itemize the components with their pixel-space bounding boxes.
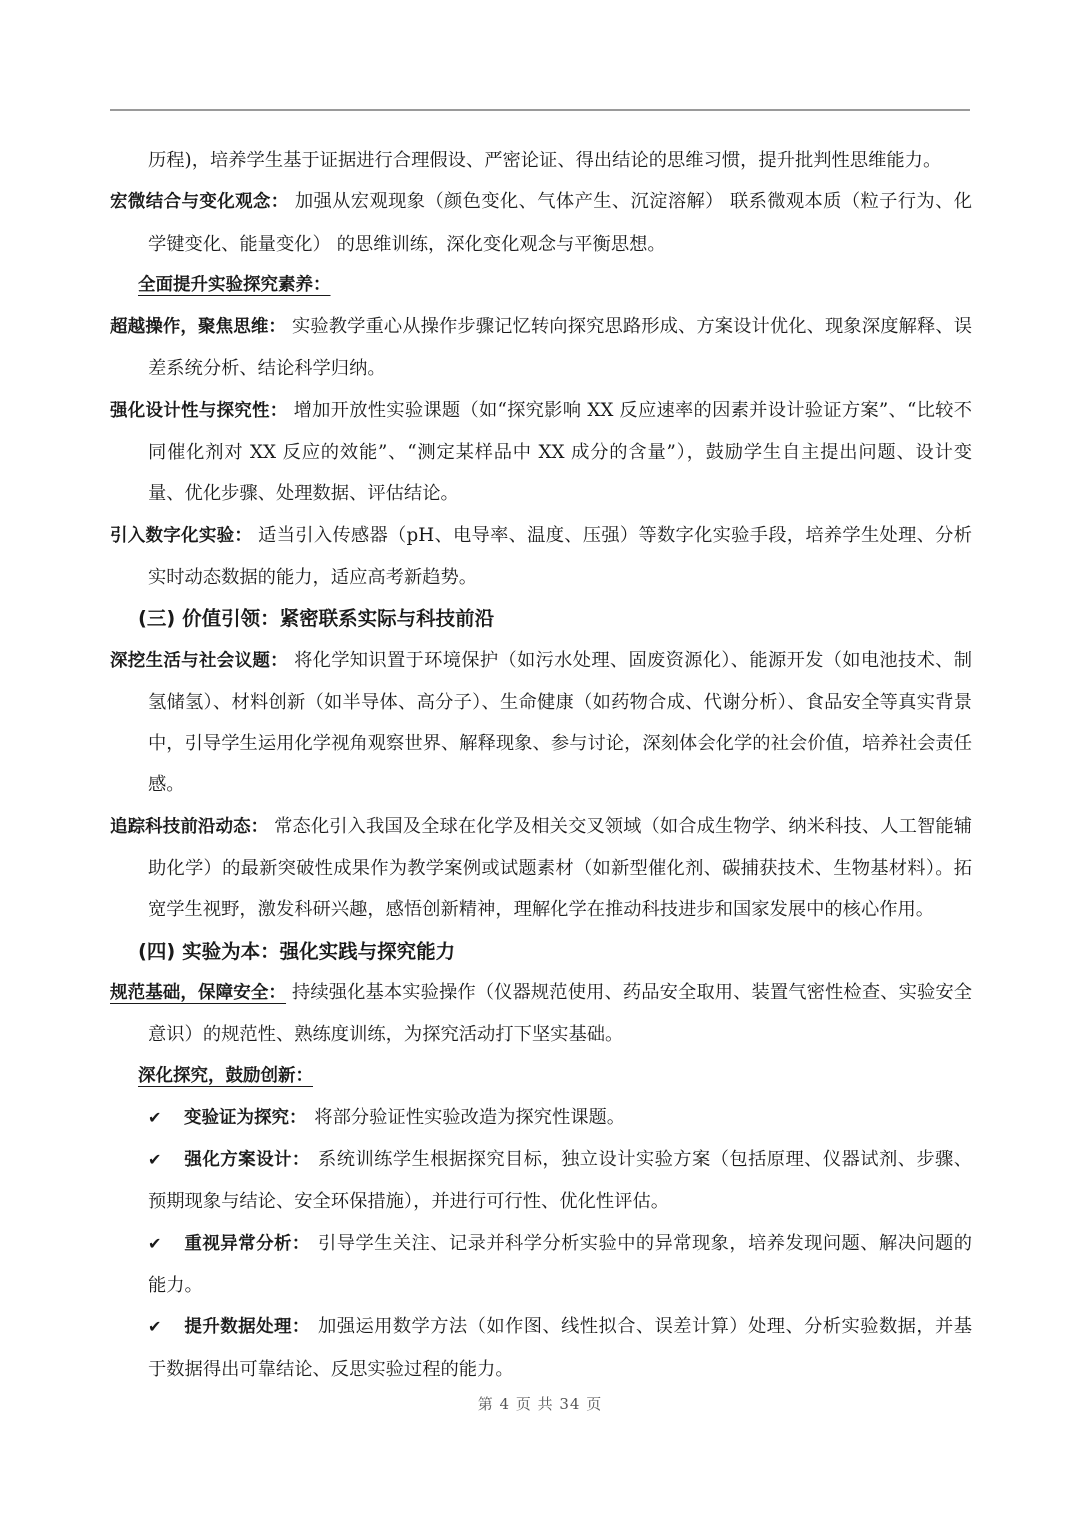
checklist-item bbox=[110, 1223, 972, 1307]
paragraph-label: 追踪科技前沿动态： bbox=[110, 816, 269, 837]
page-number-footer: 第 4 页 共 34 页 bbox=[477, 1395, 603, 1413]
basics-safety-paragraph bbox=[110, 972, 972, 1056]
paragraph-label: 强化设计性与探究性： bbox=[110, 400, 288, 421]
macro-micro-paragraph bbox=[110, 181, 972, 265]
checklist-label: 重视异常分析： bbox=[184, 1233, 310, 1254]
paragraph-text: 持续强化基本实验操作（仪器规范使用、药品安全取用、装置气密性检查、实验安全意识）的规范性、熟练度训练，为探究活动打下坚实基础。 bbox=[148, 981, 973, 1046]
checklist-item bbox=[110, 1139, 972, 1223]
checklist-item bbox=[110, 1306, 972, 1390]
checkmark-icon: ✔ bbox=[148, 1233, 162, 1253]
checklist-text: 加强运用数学方法（如作图、线性拟合、误差计算）处理、分析实验数据，并基于数据得出可靠结论、反思实验过程的能力。 bbox=[148, 1316, 973, 1380]
header-rule bbox=[110, 109, 970, 111]
beyond-operation-paragraph bbox=[110, 306, 972, 390]
paragraph-text: 常态化引入我国及全球在化学及相关交叉领域（如合成生物学、纳米科技、人工智能辅助化学）的最新突破性成果作为教学案例或试题素材（如新型催化剂、碳捕获技术、生物基材料）。拓宽学生视野，激发科研兴趣，感悟创新精神，理解化学在推动科技进步和国家发展中的核心作用。 bbox=[148, 815, 972, 921]
checklist-item bbox=[110, 1097, 972, 1139]
checklist-text: 将部分验证性实验改造为探究性课题。 bbox=[308, 1106, 626, 1128]
section-heading-4: (四) 实验为本：强化实践与探究能力 bbox=[138, 939, 456, 963]
checklist-label: 提升数据处理： bbox=[184, 1317, 310, 1338]
paragraph-text: 实验教学重心从操作步骤记忆转向探究思路形成、方案设计优化、现象深度解释、误差系统分析、结论科学归纳。 bbox=[148, 316, 973, 380]
paragraph-label: 宏微结合与变化观念： bbox=[110, 192, 289, 213]
design-inquiry-paragraph bbox=[110, 390, 972, 515]
checklist-label: 变验证为探究： bbox=[184, 1107, 307, 1128]
checkmark-icon: ✔ bbox=[148, 1317, 162, 1337]
paragraph-label: 超越操作，聚焦思维： bbox=[110, 317, 287, 338]
continuation-paragraph: 历程)，培养学生基于证据进行合理假设、严密论证、得出结论的思维习惯，提升批判性思维能力。 bbox=[148, 150, 942, 171]
paragraph-label: 引入数字化实验： bbox=[110, 525, 253, 546]
paragraph-text: 将化学知识置于环境保护（如污水处理、固废资源化）、能源开发（如电池技术、制氢储氢）、材料创新（如半导体、高分子）、生命健康（如药物合成、代谢分析）、食品安全等真实背景中，引导学生运用化学视角观察世界、解释现象、参与讨论，深刻体会化学的社会价值，培养社会责任感。 bbox=[148, 649, 972, 796]
paragraph-label: 规范基础，保障安全： bbox=[110, 982, 287, 1003]
paragraph-text: 适当引入传感器（pH、电导率、温度、压强）等数字化实验手段，培养学生处理、分析实时动态数据的能力，适应高考新趋势。 bbox=[148, 524, 972, 588]
checkmark-icon: ✔ bbox=[148, 1150, 162, 1170]
paragraph-label: 深挖生活与社会议题： bbox=[110, 650, 288, 671]
checklist-label: 强化方案设计： bbox=[184, 1150, 310, 1171]
checkmark-icon: ✔ bbox=[148, 1107, 162, 1127]
digital-experiment-paragraph bbox=[110, 515, 972, 599]
subheading-innovation: 深化探究，鼓励创新： bbox=[138, 1065, 313, 1086]
paragraph-text: 加强从宏观现象（颜色变化、气体产生、沉淀溶解） 联系微观本质（粒子行为、化学键变化、能量变化） 的思维训练，深化变化观念与平衡思想。 bbox=[148, 191, 972, 255]
paragraph-text: 增加开放性实验课题（如“探究影响 XX 反应速率的因素并设计验证方案”、“比较不同催化剂对 XX 反应的效能”、“测定某样品中 XX 成分的含量”），鼓励学生自主提出问题、设计变量、优化步骤、处理数据、评估结论。 bbox=[148, 399, 973, 505]
life-society-paragraph bbox=[110, 640, 972, 806]
checklist-text: 系统训练学生根据探究目标，独立设计实验方案（包括原理、仪器试剂、步骤、预期现象与结论、安全环保措施），并进行可行性、优化性评估。 bbox=[148, 1149, 973, 1213]
section-heading-3: (三) 价值引领：紧密联系实际与科技前沿 bbox=[138, 607, 495, 631]
subheading-experiment: 全面提升实验探究素养： bbox=[138, 274, 331, 295]
page-content bbox=[110, 140, 972, 1390]
checklist-text: 引导学生关注、记录并科学分析实验中的异常现象，培养发现问题、解决问题的能力。 bbox=[148, 1232, 973, 1297]
tech-frontier-paragraph bbox=[110, 806, 972, 931]
